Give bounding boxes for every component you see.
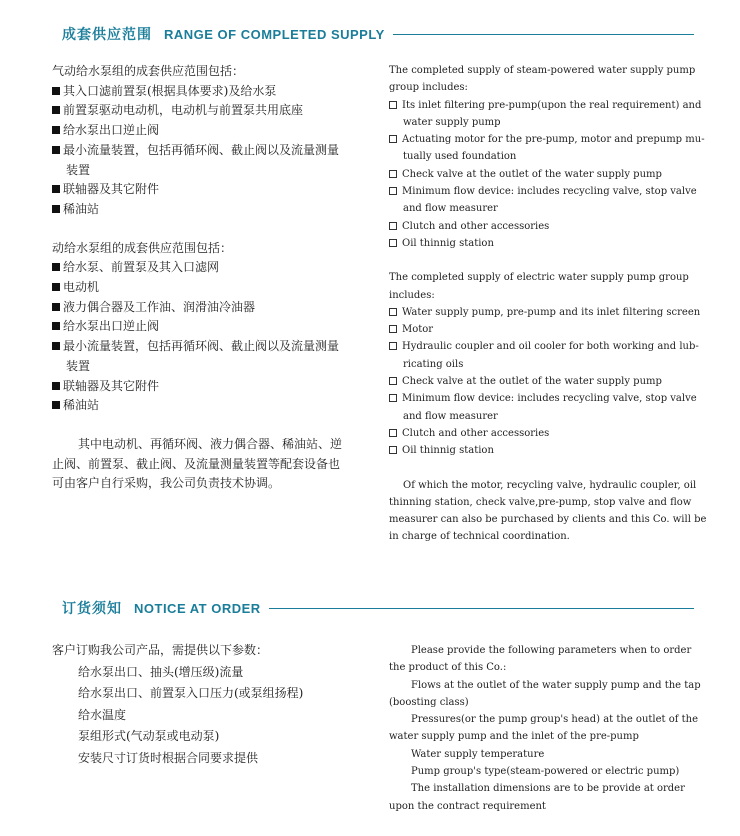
- list-item: 给水泵、前置泵及其入口滤网: [52, 258, 372, 278]
- section-header-supply: [62, 23, 694, 45]
- order-en-line: water supply pump and the inlet of the pre-pump: [389, 731, 639, 743]
- electric-intro-en: includes:: [389, 289, 435, 301]
- bullet-square-icon: [52, 205, 60, 213]
- checkbox-icon: [389, 429, 397, 437]
- list-item: 给水泵出口、前置泵入口压力(或泵组扬程): [78, 686, 304, 700]
- checkbox-icon: [389, 170, 397, 178]
- checkbox-icon: [389, 446, 397, 454]
- note-zh-line: 止阀、前置泵、截止阀、及流量测量装置等配套设备也: [52, 456, 341, 471]
- list-item: 电动机: [52, 278, 372, 298]
- bullet-square-icon: [52, 342, 60, 350]
- order-en-line: Please provide the following parameters when to order: [411, 645, 692, 656]
- bullet-square-icon: [52, 322, 60, 330]
- list-item: 稀油站: [52, 200, 372, 220]
- bullet-square-icon: [52, 185, 60, 193]
- list-item: 最小流量装置，包括再循环阀、截止阀以及流量测量: [52, 141, 372, 161]
- list-item: 给水泵出口逆止阀: [52, 317, 372, 337]
- list-item: Minimum flow device: includes recycling valve, stop valve: [389, 183, 694, 200]
- bullet-square-icon: [52, 87, 60, 95]
- note-zh-line: 可由客户自行采购，我公司负责技术协调。: [52, 476, 281, 491]
- bullet-square-icon: [52, 382, 60, 390]
- note-en-line: Of which the motor, recycling valve, hydraulic coupler, oil: [403, 479, 697, 491]
- steam-intro-en: group includes:: [389, 82, 468, 94]
- order-en-line: the product of this Co.:: [389, 662, 507, 674]
- list-item-continuation: 装置: [66, 162, 91, 177]
- list-item: Check valve at the outlet of the water supply pump: [389, 166, 694, 183]
- list-item-continuation: water supply pump: [403, 116, 501, 128]
- list-item: Motor: [389, 321, 694, 338]
- note-en-line: measurer can also be purchased by clients and this Co. will be: [389, 514, 707, 526]
- list-item-continuation: and flow measurer: [403, 410, 498, 422]
- checkbox-icon: [389, 342, 397, 350]
- order-en-line: Water supply temperature: [411, 748, 545, 760]
- list-item-continuation: 装置: [66, 358, 91, 373]
- order-zh-column: [52, 640, 372, 769]
- bullet-square-icon: [52, 263, 60, 271]
- order-en-line: Pump group's type(steam-powered or electric pump): [411, 766, 680, 778]
- note-zh-line: 其中电动机、再循环阀、液力偶合器、稀油站、逆: [78, 436, 343, 451]
- order-en-line: Pressures(or the pump group's head) at the outlet of the: [411, 714, 698, 726]
- list-item: Oil thinnig station: [389, 235, 694, 252]
- list-item: 其入口滤前置泵(根据具体要求)及给水泵: [52, 82, 372, 102]
- section-title-en: NOTICE AT ORDER: [134, 600, 261, 616]
- bullet-square-icon: [52, 303, 60, 311]
- bullet-square-icon: [52, 283, 60, 291]
- list-item: Actuating motor for the pre-pump, motor and prepump mu-: [389, 131, 694, 148]
- section-divider: [393, 34, 694, 35]
- list-item: 安装尺寸订货时根据合同要求提供: [78, 750, 259, 765]
- section-header-order: [62, 597, 694, 619]
- section-title-zh: 成套供应范围: [62, 27, 152, 43]
- bullet-square-icon: [52, 126, 60, 134]
- list-item: 前置泵驱动电动机，电动机与前置泵共用底座: [52, 101, 372, 121]
- supply-zh-column: [52, 62, 372, 494]
- list-item: 联轴器及其它附件: [52, 180, 372, 200]
- order-en-line: Flows at the outlet of the water supply pump and the tap: [411, 679, 701, 691]
- checkbox-icon: [389, 101, 397, 109]
- order-en-column: [389, 642, 701, 815]
- list-item: 最小流量装置，包括再循环阀、截止阀以及流量测量: [52, 337, 372, 357]
- section-title-en: RANGE OF COMPLETED SUPPLY: [164, 26, 385, 42]
- list-item-continuation: tually used foundation: [403, 151, 517, 163]
- supply-en-column: [389, 62, 707, 546]
- list-item: 给水泵出口、抽头(增压级)流量: [78, 664, 244, 679]
- section-title-zh: 订货须知: [62, 601, 122, 617]
- checkbox-icon: [389, 325, 397, 333]
- list-item: Minimum flow device: includes recycling valve, stop valve: [389, 390, 694, 407]
- order-intro-zh: 客户订购我公司产品，需提供以下参数：: [52, 643, 269, 657]
- steam-intro-zh: 气动给水泵组的成套供应范围包括：: [52, 64, 245, 78]
- list-item: 稀油站: [52, 396, 372, 416]
- bullet-square-icon: [52, 106, 60, 114]
- list-item: 泵组形式(气动泵或电动泵): [78, 729, 220, 743]
- bullet-square-icon: [52, 401, 60, 409]
- list-item: 给水泵出口逆止阀: [52, 121, 372, 141]
- list-item: Check valve at the outlet of the water supply pump: [389, 373, 694, 390]
- note-en-line: thinning station, check valve,pre-pump, stop valve and flow: [389, 496, 692, 508]
- checkbox-icon: [389, 222, 397, 230]
- checkbox-icon: [389, 187, 397, 195]
- list-item: 给水温度: [78, 707, 127, 722]
- list-item: Hydraulic coupler and oil cooler for both working and lub-: [389, 338, 694, 355]
- section-divider: [269, 608, 694, 609]
- list-item-continuation: ricating oils: [403, 358, 464, 370]
- list-item: Oil thinnig station: [389, 442, 694, 459]
- order-en-line: The installation dimensions are to be provide at order: [411, 783, 685, 795]
- list-item: Its inlet filtering pre-pump(upon the real requirement) and: [389, 97, 694, 114]
- note-en-line: in charge of technical coordination.: [389, 531, 570, 543]
- list-item-continuation: and flow measurer: [403, 203, 498, 215]
- checkbox-icon: [389, 394, 397, 402]
- electric-intro-zh: 动给水泵组的成套供应范围包括：: [52, 240, 233, 255]
- list-item: 联轴器及其它附件: [52, 377, 372, 397]
- order-en-line: upon the contract requirement: [389, 800, 546, 812]
- checkbox-icon: [389, 308, 397, 316]
- checkbox-icon: [389, 377, 397, 385]
- bullet-square-icon: [52, 146, 60, 154]
- list-item: Water supply pump, pre-pump and its inlet filtering screen: [389, 304, 694, 321]
- order-en-line: (boosting class): [389, 696, 469, 708]
- list-item: Clutch and other accessories: [389, 218, 694, 235]
- steam-intro-en: The completed supply of steam-powered water supply pump: [389, 65, 696, 76]
- electric-intro-en: The completed supply of electric water supply pump group: [389, 272, 689, 284]
- list-item: 液力偶合器及工作油、润滑油冷油器: [52, 298, 372, 318]
- checkbox-icon: [389, 239, 397, 247]
- list-item: Clutch and other accessories: [389, 425, 694, 442]
- checkbox-icon: [389, 135, 397, 143]
